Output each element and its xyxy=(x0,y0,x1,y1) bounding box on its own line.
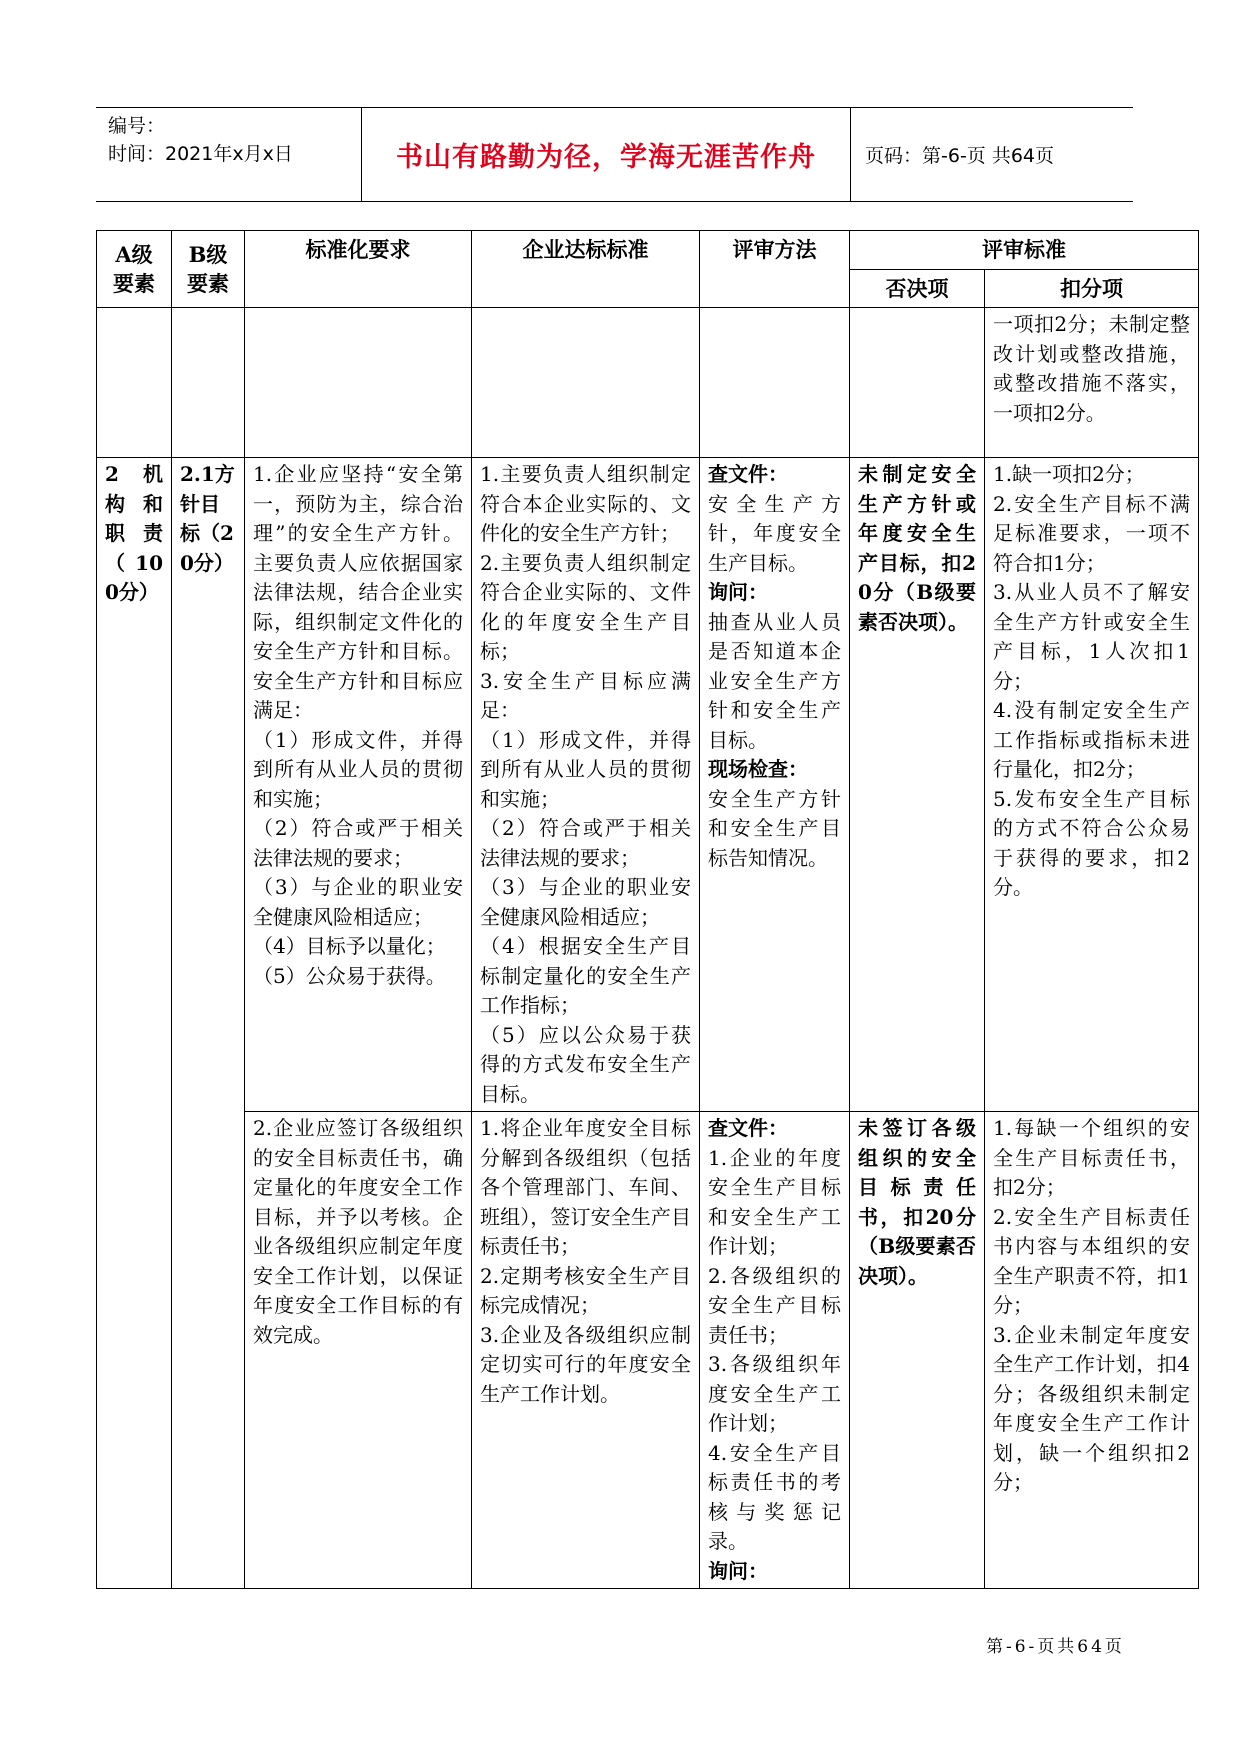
row1-deduction: 1.缺一项扣2分； 2.安全生产目标不满足标准要求，一项不符合扣1分； 3.从业人员不了解安全生产方针或安全生产目标，1人次扣1分； 4.没有制定安全生产工作指标或指标未进行量化，扣2分； 5.发布安全生产目标的方式不符合公众易于获得的要求，扣2分。 xyxy=(985,458,1199,1112)
time-label: 时间：2021年x月x日 xyxy=(108,143,293,165)
header-deduction: 扣分项 xyxy=(985,269,1199,308)
row2-requirement: 2.企业应签订各级组织的安全目标责任书，确定量化的年度安全工作目标，并予以考核。企业各级组织应制定年度安全工作计划，以保证年度安全工作目标的有效完成。 xyxy=(245,1112,472,1589)
row1-method xyxy=(700,458,850,1112)
header-enterprise-standard: 企业达标标准 xyxy=(472,231,700,308)
table-row xyxy=(97,1112,1199,1589)
method-text: 1.企业的年度安全生产目标和安全生产工作计划； 2.各级组织的安全生产目标责任书； 3.各级组织年度安全生产工作计划； 4.安全生产目标责任书的考核与奖惩记录。 xyxy=(708,1145,841,1553)
header-slogan: 书山有路勤为径，学海无涯苦作舟 xyxy=(362,108,851,201)
table-header-row xyxy=(97,231,1199,270)
header-b-level: B级 要素 xyxy=(172,231,245,308)
method-heading: 询问： xyxy=(708,580,768,604)
header-a-level: A级 要素 xyxy=(97,231,172,308)
row2-enterprise-standard: 1.将企业年度安全目标分解到各级组织（包括各个管理部门、车间、班组），签订安全生产目标责任书； 2.定期考核安全生产目标完成情况； 3.企业及各级组织应制定切实可行的年度安全生产工作计划。 xyxy=(472,1112,700,1589)
row0-deduction: 一项扣2分；未制定整改计划或整改措施，或整改措施不落实，一项扣2分。 xyxy=(985,308,1199,458)
header-page-label: 页码：第-6-页 共64页 xyxy=(865,145,1055,167)
method-heading: 现场检查： xyxy=(708,757,808,781)
method-text: 安全生产方针和安全生产目标告知情况。 xyxy=(708,786,841,870)
review-standard-table xyxy=(96,230,1199,1589)
header-method: 评审方法 xyxy=(700,231,850,308)
row1-veto: 未制定安全生产方针或年度安全生产目标，扣20分（B级要素否决项）。 xyxy=(850,458,985,1112)
row1-enterprise-standard: 1.主要负责人组织制定符合本企业实际的、文件化的安全生产方针； 2.主要负责人组织制定符合企业实际的、文件化的年度安全生产目标； 3.安全生产目标应满足： （1）形成文件，并得到所有从业人员的贯彻和实施； （2）符合或严于相关法律法规的要求； （3）与企业的职业安全健康风险相适应； （4）根据安全生产目标制定量化的安全生产工作指标； （5）应以公众易于获得的方式发布安全生产目标。 xyxy=(472,458,700,1112)
page-footer: 第-6-页共64页 xyxy=(986,1637,1125,1657)
page-header xyxy=(96,107,1133,202)
row2-veto: 未签订各级组织的安全目标责任书，扣20分（B级要素否决项）。 xyxy=(850,1112,985,1589)
method-text: 抽查从业人员是否知道本企业安全生产方针和安全生产目标。 xyxy=(708,609,841,752)
row2-method xyxy=(700,1112,850,1589)
b-level-cell: 2.1方针目标（20分） xyxy=(172,458,245,1589)
method-text: 安全生产方针，年度安全生产目标。 xyxy=(708,491,841,575)
method-heading: 查文件： xyxy=(708,462,788,486)
header-meta xyxy=(96,108,362,201)
method-heading: 询问： xyxy=(708,1558,768,1583)
row2-deduction: 1.每缺一个组织的安全生产目标责任书，扣2分； 2.安全生产目标责任书内容与本组织的安全生产职责不符，扣1分； 3.企业未制定年度安全生产工作计划，扣4分；各级组织未制定年度安全生产工作计划，缺一个组织扣2分； xyxy=(985,1112,1199,1589)
table-row xyxy=(97,458,1199,1112)
row1-requirement: 1.企业应坚持“安全第一，预防为主，综合治理”的安全生产方针。主要负责人应依据国家法律法规，结合企业实际，组织制定文件化的安全生产方针和目标。安全生产方针和目标应满足： （1）形成文件，并得到所有从业人员的贯彻和实施； （2）符合或严于相关法律法规的要求； （3）与企业的职业安全健康风险相适应； （4）目标予以量化； （5）公众易于获得。 xyxy=(245,458,472,1112)
a-level-cell: 2 机构和职责（100分） xyxy=(97,458,172,1589)
header-veto: 否决项 xyxy=(850,269,985,308)
method-heading: 查文件： xyxy=(708,1116,788,1140)
table-row xyxy=(97,308,1199,458)
number-label: 编号： xyxy=(108,115,166,137)
header-requirement: 标准化要求 xyxy=(245,231,472,308)
header-criteria: 评审标准 xyxy=(850,231,1199,270)
